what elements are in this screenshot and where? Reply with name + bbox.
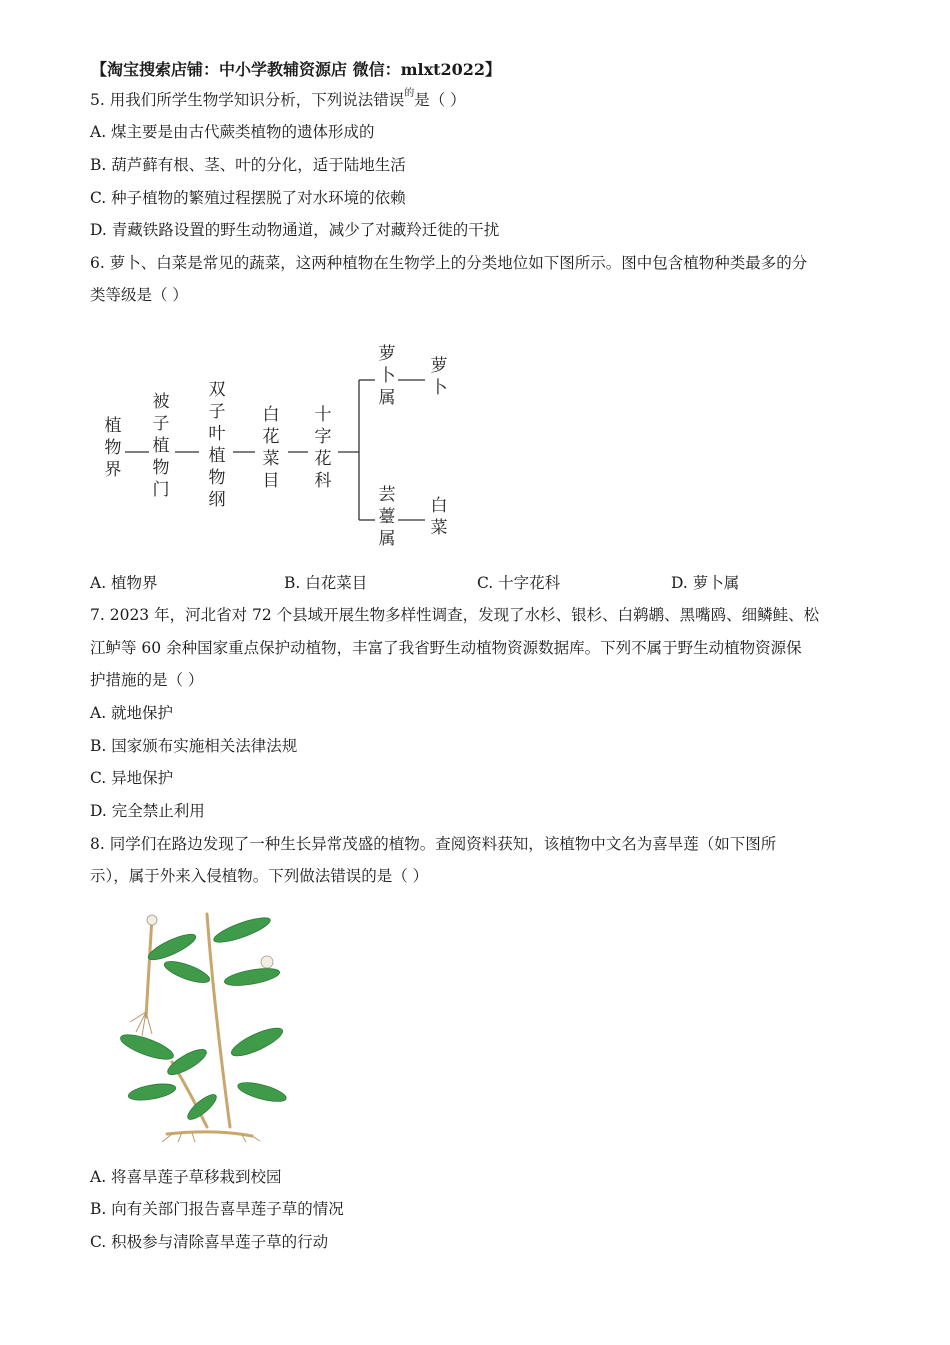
node-brassicaceae-family: 十字花科 — [314, 405, 332, 491]
q7-stem-line1: 7. 2023 年，河北省对 72 个县域开展生物多样性调查，发现了水杉、银杉、白鹈鹕、黑嘴鸥、细鳞鲑、松 — [90, 606, 820, 624]
q6-option-d: D. 萝卜属 — [671, 574, 740, 592]
q6-stem-line2: 类等级是（ ） — [90, 286, 188, 304]
page-header: 【淘宝搜索店铺：中小学教辅资源店 微信：mlxt2022】 — [91, 60, 502, 79]
taxonomy-diagram — [95, 335, 465, 560]
q5-option-a: A. 煤主要是由古代蕨类植物的遗体形成的 — [90, 123, 375, 141]
q7-option-b: B. 国家颁布实施相关法律法规 — [90, 737, 298, 755]
node-plant-kingdom: 植物界 — [104, 416, 122, 480]
q8-option-a: A. 将喜旱莲子草移栽到校园 — [90, 1168, 282, 1186]
q5-stem — [90, 90, 466, 113]
q6-stem-line1: 6. 萝卜、白菜是常见的蔬菜，这两种植物在生物学上的分类地位如下图所示。图中包含植物种类最多的分 — [90, 254, 808, 272]
q8-option-b: B. 向有关部门报告喜旱莲子草的情况 — [90, 1200, 344, 1218]
q7-stem-line3: 护措施的是（ ） — [90, 671, 204, 689]
q6-options — [90, 573, 850, 593]
q6-option-c: C. 十字花科 — [477, 574, 561, 592]
q5-stem-b: 是（ ） — [414, 91, 466, 109]
node-chinese-cabbage: 白菜 — [430, 496, 448, 538]
plant-roots — [130, 1012, 260, 1142]
q7-option-c: C. 异地保护 — [90, 769, 174, 787]
q5-stem-a: 5. 用我们所学生物学知识分析，下列说法错误 — [90, 91, 405, 109]
q5-option-b: B. 葫芦藓有根、茎、叶的分化，适于陆地生活 — [90, 156, 406, 174]
node-brassica-genus: 芸薹属 — [378, 485, 396, 549]
q8-option-c: C. 积极参与清除喜旱莲子草的行动 — [90, 1233, 329, 1251]
q7-stem-line2: 江鲈等 60 余种国家重点保护动植物，丰富了我省野生动植物资源数据库。下列不属于野生动植物资源保 — [90, 639, 802, 657]
node-dicot-class: 双子叶植物纲 — [208, 380, 226, 510]
node-capparales-order: 白花菜目 — [262, 405, 280, 491]
q6-option-a: A. 植物界 — [90, 574, 158, 592]
alligator-weed-illustration — [112, 912, 292, 1142]
node-angiosperm-phylum: 被子植物门 — [152, 392, 170, 500]
q8-stem-line2: 示），属于外来入侵植物。下列做法错误的是（ ） — [90, 867, 429, 885]
q5-option-d: D. 青藏铁路设置的野生动物通道，减少了对藏羚迁徙的干扰 — [90, 221, 500, 239]
node-radish: 萝卜 — [430, 356, 448, 398]
node-raphanus-genus: 萝卜属 — [378, 344, 396, 408]
q7-option-d: D. 完全禁止利用 — [90, 802, 205, 820]
q5-stem-sup: 的 — [404, 88, 415, 99]
q5-option-c: C. 种子植物的繁殖过程摆脱了对水环境的依赖 — [90, 189, 406, 207]
q8-stem-line1: 8. 同学们在路边发现了一种生长异常茂盛的植物。查阅资料获知，该植物中文名为喜旱莲（如下图所 — [90, 835, 777, 853]
q6-option-b: B. 白花菜目 — [284, 574, 368, 592]
q7-option-a: A. 就地保护 — [90, 704, 174, 722]
